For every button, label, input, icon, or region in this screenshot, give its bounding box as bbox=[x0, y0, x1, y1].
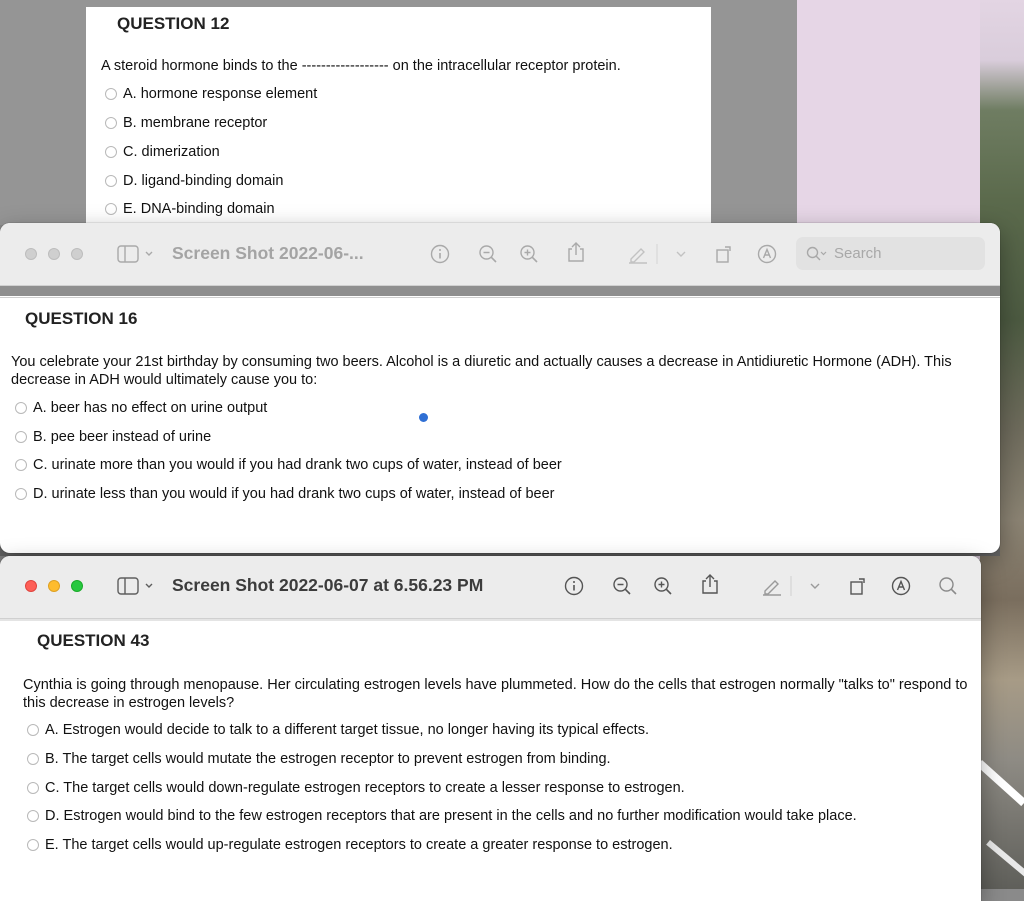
toolbar-divider bbox=[655, 243, 658, 265]
window-titlebar[interactable] bbox=[0, 223, 1000, 286]
answer-option[interactable] bbox=[105, 201, 275, 217]
radio-button[interactable] bbox=[105, 175, 117, 187]
zoom-button[interactable] bbox=[71, 248, 83, 260]
radio-button[interactable] bbox=[15, 488, 27, 500]
search-icon[interactable] bbox=[937, 575, 959, 597]
answer-option[interactable] bbox=[27, 780, 685, 796]
radio-button[interactable] bbox=[105, 146, 117, 158]
option-label: B. pee beer instead of urine bbox=[33, 429, 212, 445]
share-icon[interactable] bbox=[699, 573, 721, 595]
radio-button[interactable] bbox=[27, 839, 39, 851]
search-icon bbox=[806, 246, 828, 262]
radio-button[interactable] bbox=[27, 724, 39, 736]
zoom-in-icon[interactable] bbox=[518, 243, 540, 265]
markup-toolbar-icon[interactable] bbox=[890, 575, 912, 597]
radio-button[interactable] bbox=[105, 88, 117, 100]
question-text: A steroid hormone binds to the ------------------ on the intracellular receptor protein. bbox=[101, 58, 621, 74]
search-placeholder: Search bbox=[834, 245, 882, 262]
option-label: A. Estrogen would decide to talk to a different target tissue, no longer having its typical effects. bbox=[45, 722, 649, 738]
info-icon[interactable] bbox=[429, 243, 451, 265]
rotate-icon[interactable] bbox=[713, 243, 735, 265]
markup-pen-icon[interactable] bbox=[627, 243, 649, 265]
answer-option[interactable] bbox=[27, 808, 857, 824]
divider bbox=[0, 619, 981, 621]
window-title: Screen Shot 2022-06-... bbox=[172, 243, 364, 263]
answer-option[interactable] bbox=[105, 115, 267, 131]
answer-option[interactable] bbox=[27, 722, 649, 738]
radio-button[interactable] bbox=[105, 203, 117, 215]
selection-dot bbox=[419, 413, 428, 422]
radio-button[interactable] bbox=[105, 117, 117, 129]
radio-button[interactable] bbox=[27, 810, 39, 822]
chevron-down-icon[interactable] bbox=[670, 243, 692, 265]
answer-option[interactable] bbox=[15, 486, 555, 502]
option-label: D. Estrogen would bind to the few estrogen receptors that are present in the cells and no further modification would take place. bbox=[45, 808, 857, 824]
divider bbox=[0, 297, 1000, 298]
zoom-out-icon[interactable] bbox=[477, 243, 499, 265]
question-text: Cynthia is going through menopause. Her circulating estrogen levels have plummeted. How do the cells that estrogen normally "talks to" respond to this decrease in estrogen levels? bbox=[23, 677, 968, 711]
sidebar-toggle-icon[interactable] bbox=[117, 575, 155, 597]
option-label: C. dimerization bbox=[123, 144, 220, 160]
radio-button[interactable] bbox=[27, 753, 39, 765]
option-label: C. urinate more than you would if you had drank two cups of water, instead of beer bbox=[33, 457, 562, 473]
info-icon[interactable] bbox=[563, 575, 585, 597]
option-label: A. beer has no effect on urine output bbox=[33, 400, 268, 416]
option-label: B. The target cells would mutate the estrogen receptor to prevent estrogen from binding. bbox=[45, 751, 611, 767]
minimize-button[interactable] bbox=[48, 248, 60, 260]
share-icon[interactable] bbox=[565, 241, 587, 263]
window-title: Screen Shot 2022-06-07 at 6.56.23 PM bbox=[172, 575, 484, 595]
page-background-strip bbox=[0, 286, 1000, 296]
radio-button[interactable] bbox=[27, 782, 39, 794]
search-field[interactable] bbox=[796, 237, 985, 270]
option-label: D. ligand-binding domain bbox=[123, 173, 284, 189]
answer-option[interactable] bbox=[15, 400, 267, 416]
answer-option[interactable] bbox=[105, 144, 220, 160]
rotate-icon[interactable] bbox=[847, 575, 869, 597]
option-label: C. The target cells would down-regulate estrogen receptors to create a lesser response to estrogen. bbox=[45, 780, 685, 796]
option-label: E. DNA-binding domain bbox=[123, 201, 275, 217]
question-title: QUESTION 43 bbox=[37, 631, 150, 650]
question-12-page bbox=[86, 7, 711, 225]
window-titlebar[interactable] bbox=[0, 556, 981, 619]
chevron-down-icon[interactable] bbox=[804, 575, 826, 597]
option-label: D. urinate less than you would if you had drank two cups of water, instead of beer bbox=[33, 486, 555, 502]
answer-option[interactable] bbox=[27, 837, 673, 853]
answer-option[interactable] bbox=[15, 457, 562, 473]
radio-button[interactable] bbox=[15, 402, 27, 414]
option-label: E. The target cells would up-regulate estrogen receptors to create a greater response to estrogen. bbox=[45, 837, 673, 853]
zoom-button[interactable] bbox=[71, 580, 83, 592]
minimize-button[interactable] bbox=[48, 580, 60, 592]
preview-window-front bbox=[0, 556, 981, 901]
zoom-out-icon[interactable] bbox=[611, 575, 633, 597]
sidebar-toggle-icon[interactable] bbox=[117, 243, 155, 265]
radio-button[interactable] bbox=[15, 459, 27, 471]
close-button[interactable] bbox=[25, 248, 37, 260]
answer-option[interactable] bbox=[15, 429, 211, 445]
answer-option[interactable] bbox=[27, 751, 611, 767]
option-label: A. hormone response element bbox=[123, 86, 318, 102]
question-text: You celebrate your 21st birthday by consuming two beers. Alcohol is a diuretic and actually causes a decrease in Antidiuretic Hormone (ADH). This decrease in ADH would ultimately cause you to: bbox=[11, 354, 952, 388]
markup-pen-icon[interactable] bbox=[761, 575, 783, 597]
markup-toolbar-icon[interactable] bbox=[756, 243, 778, 265]
question-title: QUESTION 12 bbox=[117, 14, 230, 33]
close-button[interactable] bbox=[25, 580, 37, 592]
answer-option[interactable] bbox=[105, 173, 283, 189]
radio-button[interactable] bbox=[15, 431, 27, 443]
zoom-in-icon[interactable] bbox=[652, 575, 674, 597]
answer-option[interactable] bbox=[105, 86, 317, 102]
toolbar-divider bbox=[789, 575, 792, 597]
preview-window-middle bbox=[0, 223, 1000, 553]
question-title: QUESTION 16 bbox=[25, 309, 138, 328]
option-label: B. membrane receptor bbox=[123, 115, 268, 131]
